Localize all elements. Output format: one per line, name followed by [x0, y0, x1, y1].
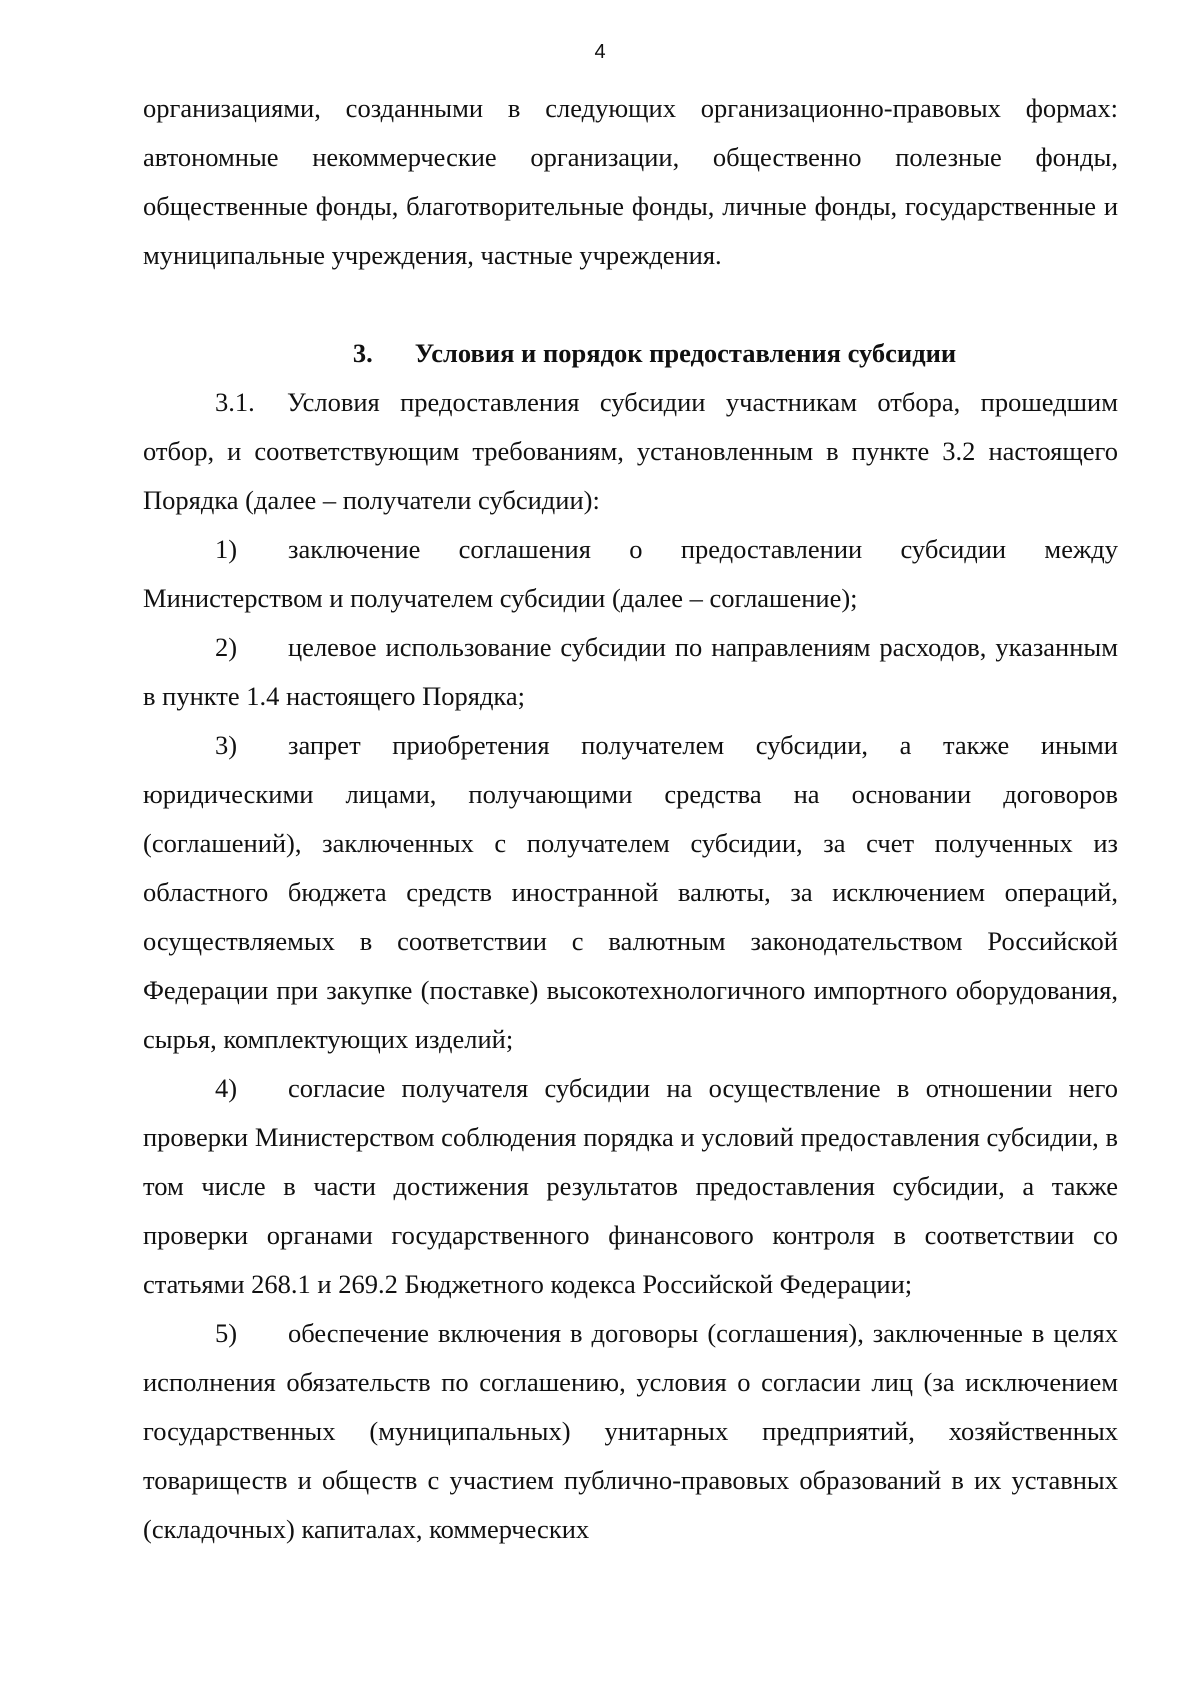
section-title: Условия и порядок предоставления субсидии: [414, 338, 957, 368]
list-item-number: 4): [215, 1073, 238, 1103]
list-item-text: запрет приобретения получателем субсидии, а также иными юридическими лицами, получающими средства на основании договоров (соглашений), заключенных с получателем субсидии, за счет полученных из областного бюджета средств иностранной валюты, за исключением операций, осуществляемых в соответствии с валютным законодательством Российской Федерации при закупке (поставке) высокотехнологичного импортного оборудования, сырья, комплектующих изделий;: [143, 730, 1118, 1054]
intro-paragraph: организациями, созданными в следующих организационно-правовых формах: автономные некоммерческие организации, общественно полезные фонды, общественные фонды, благотворительные фонды, личные фонды, государственные и муниципальные учреждения, частные учреждения.: [143, 93, 1118, 270]
list-item: [143, 721, 1118, 1064]
section-number: 3.: [352, 338, 373, 368]
list-item-number: 5): [215, 1318, 238, 1348]
section-heading: [143, 329, 1118, 378]
list-item: [143, 623, 1118, 721]
list-item-number: 2): [215, 632, 238, 662]
list-item-text: обеспечение включения в договоры (соглашения), заключенные в целях исполнения обязательств по соглашению, условия о согласии лиц (за исключением государственных (муниципальных) унитарных предприятий, хозяйственных товариществ и обществ с участием публично-правовых образований в их уставных (складочных) капиталах, коммерческих: [143, 1318, 1118, 1544]
list-item-number: 3): [215, 730, 238, 760]
list-item-number: 1): [215, 534, 238, 564]
list-item: [143, 525, 1118, 623]
clause-number: 3.1.: [215, 387, 255, 417]
list-item: [143, 1064, 1118, 1309]
page-number: 4: [594, 41, 606, 63]
clause-paragraph: [143, 378, 1118, 525]
list-item-text: согласие получателя субсидии на осуществление в отношении него проверки Министерством соблюдения порядка и условий предоставления субсидии, в том числе в части достижения результатов предоставления субсидии, а также проверки органами государственного финансового контроля в соответствии со статьями 268.1 и 269.2 Бюджетного кодекса Российской Федерации;: [143, 1073, 1118, 1299]
list-item-text: заключение соглашения о предоставлении субсидии между Министерством и получателем субсидии (далее – соглашение);: [143, 534, 1118, 613]
document-body: [143, 84, 1118, 1554]
clause-text: Условия предоставления субсидии участникам отбора, прошедшим отбор, и соответствующим требованиям, установленным в пункте 3.2 настоящего Порядка (далее – получатели субсидии):: [143, 387, 1118, 515]
list-item: [143, 1309, 1118, 1554]
list-item-text: целевое использование субсидии по направлениям расходов, указанным в пункте 1.4 настоящего Порядка;: [143, 632, 1118, 711]
